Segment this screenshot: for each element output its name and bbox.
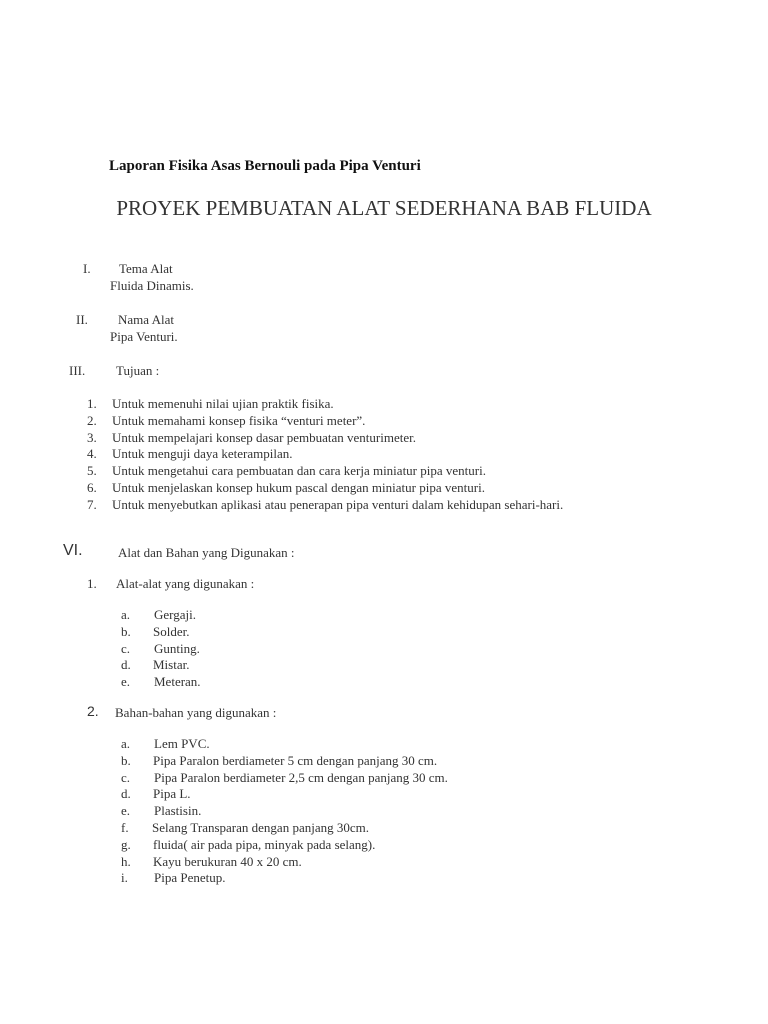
list-item-letter: e. xyxy=(121,674,131,690)
list-item-text: Untuk mempelajari konsep dasar pembuatan venturimeter. xyxy=(112,429,416,445)
list-item xyxy=(121,854,621,871)
list-item xyxy=(121,753,621,770)
subsection-heading: Bahan-bahan yang digunakan : xyxy=(115,705,277,720)
list-item xyxy=(121,657,521,674)
list-item-number: 3. xyxy=(87,429,97,445)
list-item-letter: d. xyxy=(121,786,131,802)
list-item xyxy=(87,430,707,447)
section-heading: Tujuan : xyxy=(116,363,160,378)
subsection-number: 2. xyxy=(87,703,99,719)
list-item-number: 4. xyxy=(87,446,97,462)
list-item-number: 2. xyxy=(87,412,97,428)
list-item-letter: c. xyxy=(121,640,131,656)
list-item-text: Pipa Paralon berdiameter 2,5 cm dengan panjang 30 cm. xyxy=(154,769,448,785)
list-item-letter: c. xyxy=(121,769,131,785)
list-item-text: Meteran. xyxy=(154,674,201,690)
list-item xyxy=(87,446,707,463)
list-item-text: Untuk menguji daya keterampilan. xyxy=(112,446,293,462)
list-item xyxy=(87,480,707,497)
list-item-text: Pipa L. xyxy=(153,786,191,802)
list-item xyxy=(87,413,707,430)
list-item-letter: b. xyxy=(121,623,131,639)
section-body: Pipa Venturi. xyxy=(110,329,178,344)
list-item-text: Untuk mengetahui cara pembuatan dan cara kerja miniatur pipa venturi. xyxy=(112,463,486,479)
list-item-letter: a. xyxy=(121,607,131,622)
list-item-number: 5. xyxy=(87,463,97,479)
section-heading: Alat dan Bahan yang Digunakan : xyxy=(118,545,295,560)
list-item xyxy=(121,607,521,624)
list-item-number: 6. xyxy=(87,479,97,495)
section-heading: Tema Alat xyxy=(119,261,173,276)
list-item-text: Lem PVC. xyxy=(154,736,210,751)
alat-list xyxy=(121,607,521,691)
section-number: III. xyxy=(69,363,86,378)
list-item xyxy=(121,770,621,787)
list-item-number: 7. xyxy=(87,496,97,512)
list-item-letter: i. xyxy=(121,870,128,886)
list-item xyxy=(121,786,621,803)
list-item-letter: d. xyxy=(121,657,131,673)
document-header: Laporan Fisika Asas Bernouli pada Pipa Venturi xyxy=(109,158,421,174)
list-item-text: Solder. xyxy=(153,623,190,639)
list-item xyxy=(121,736,621,753)
tujuan-list xyxy=(87,396,707,514)
list-item-text: Untuk memenuhi nilai ujian praktik fisika. xyxy=(112,396,334,411)
list-item-text: fluida( air pada pipa, minyak pada selang). xyxy=(153,836,376,852)
list-item-text: Kayu berukuran 40 x 20 cm. xyxy=(153,853,302,869)
list-item-text: Gergaji. xyxy=(154,607,196,622)
document-title: PROYEK PEMBUATAN ALAT SEDERHANA BAB FLUIDA xyxy=(116,196,652,220)
list-item-letter: a. xyxy=(121,736,131,751)
list-item-text: Selang Transparan dengan panjang 30cm. xyxy=(152,819,369,835)
list-item-text: Plastisin. xyxy=(154,803,202,819)
list-item xyxy=(87,463,707,480)
list-item xyxy=(121,624,521,641)
subsection-heading: Alat-alat yang digunakan : xyxy=(116,576,255,591)
list-item xyxy=(121,641,521,658)
list-item-text: Pipa Paralon berdiameter 5 cm dengan panjang 30 cm. xyxy=(153,752,438,768)
section-body: Fluida Dinamis. xyxy=(110,278,194,293)
list-item-text: Untuk menyebutkan aplikasi atau penerapan pipa venturi dalam kehidupan sehari-hari. xyxy=(112,496,564,512)
list-item xyxy=(121,820,621,837)
subsection-number: 1. xyxy=(87,576,97,591)
list-item-letter: b. xyxy=(121,752,131,768)
list-item-letter: f. xyxy=(121,819,129,835)
bahan-list xyxy=(121,736,621,887)
list-item-letter: g. xyxy=(121,836,131,852)
list-item xyxy=(121,870,621,887)
section-number: VI. xyxy=(63,542,83,559)
list-item-text: Untuk menjelaskan konsep hukum pascal dengan miniatur pipa venturi. xyxy=(112,479,485,495)
list-item xyxy=(87,497,707,514)
section-number: II. xyxy=(76,312,88,327)
list-item-letter: h. xyxy=(121,853,131,869)
list-item xyxy=(121,674,521,691)
list-item-text: Mistar. xyxy=(153,657,190,673)
list-item-text: Gunting. xyxy=(154,640,200,656)
list-item-text: Pipa Penetup. xyxy=(154,870,226,886)
list-item-text: Untuk memahami konsep fisika “venturi meter”. xyxy=(112,412,366,428)
list-item xyxy=(87,396,707,413)
section-number: I. xyxy=(83,261,91,276)
list-item-number: 1. xyxy=(87,396,97,411)
list-item xyxy=(121,837,621,854)
list-item xyxy=(121,803,621,820)
section-heading: Nama Alat xyxy=(118,312,174,327)
list-item-letter: e. xyxy=(121,803,131,819)
